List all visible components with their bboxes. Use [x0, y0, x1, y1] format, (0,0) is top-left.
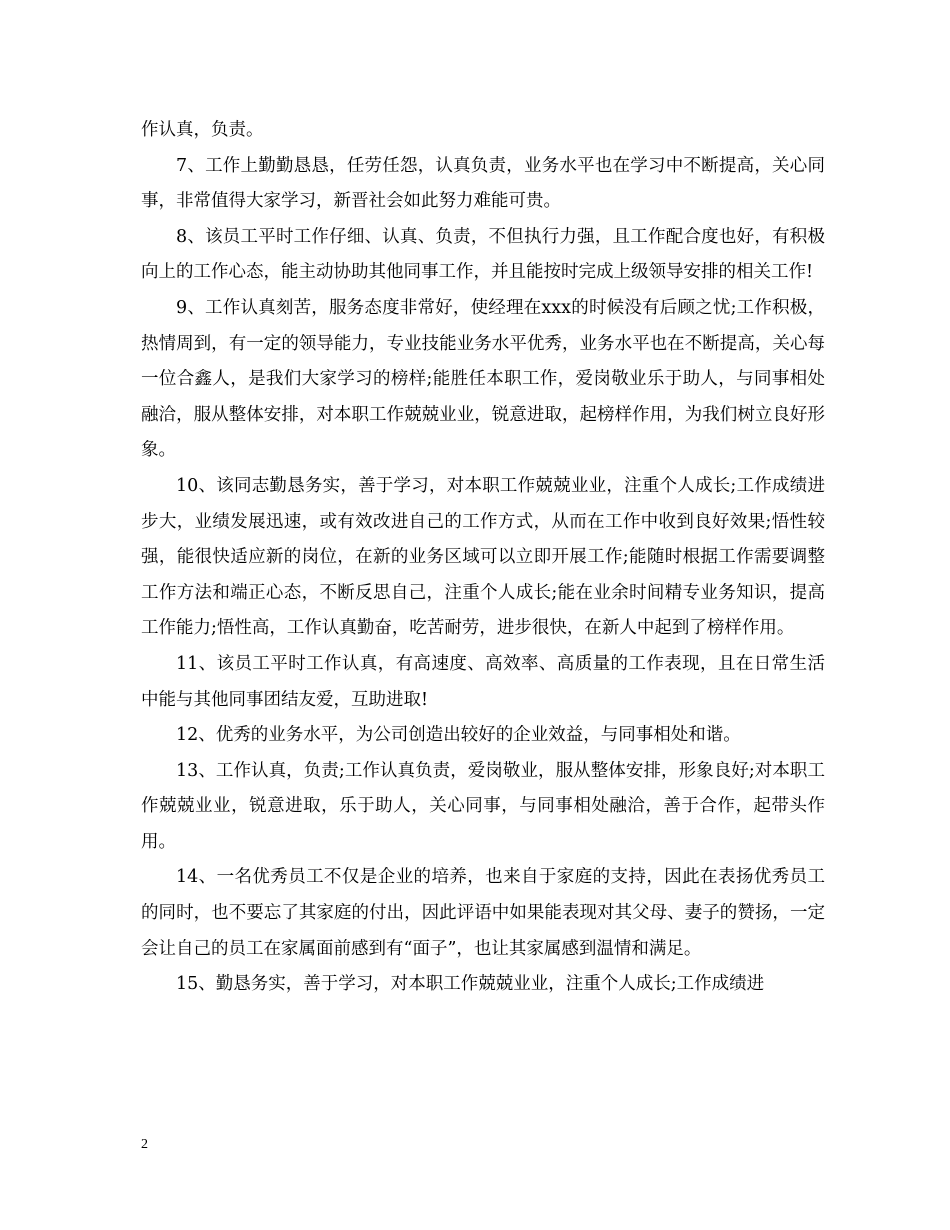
paragraph-item-7: 7、工作上勤勤恳恳，任劳任怨，认真负责，业务水平也在学习中不断提高，关心同事，非常值得大家学习，新晋社会如此努力难能可贵。: [141, 155, 825, 212]
paragraph-item-14: 14、一名优秀员工不仅是企业的培养，也来自于家庭的支持，因此在表扬优秀员工的同时，也不要忘了其家庭的付出，因此评语中如果能表现对其父母、妻子的赞扬，一定会让自己的员工在家属面前感到有“面子”，也让其家属感到温情和满足。: [141, 867, 825, 959]
paragraph-item-11: 11、该员工平时工作认真，有高速度、高效率、高质量的工作表现，且在日常生活中能与其他同事团结友爱，互助进取!: [141, 653, 825, 710]
paragraph-item-8: 8、该员工平时工作仔细、认真、负责，不但执行力强，且工作配合度也好，有积极向上的工作心态，能主动协助其他同事工作，并且能按时完成上级领导安排的相关工作!: [141, 226, 825, 283]
paragraph-item-15: 15、勤恳务实，善于学习，对本职工作兢兢业业，注重个人成长;工作成绩进: [176, 974, 765, 995]
paragraph-item-9: 9、工作认真刻苦，服务态度非常好，使经理在xxx的时候没有后顾之忧;工作积极，热情周到，有一定的领导能力，专业技能业务水平优秀，业务水平也在不断提高，关心每一位合鑫人，是我们大家学习的榜样;能胜任本职工作，爱岗敬业乐于助人，与同事相处融洽，服从整体安排，对本职工作兢兢业业，锐意进取，起榜样作用，为我们树立良好形象。: [141, 297, 825, 461]
paragraph-continuation: 作认真，负责。: [141, 120, 264, 140]
document-body: [141, 113, 825, 1003]
paragraph-item-12: 12、优秀的业务水平，为公司创造出较好的企业效益，与同事相处和谐。: [176, 725, 741, 746]
paragraph-item-13: 13、工作认真，负责;工作认真负责，爱岗敬业，服从整体安排，形象良好;对本职工作兢兢业业，锐意进取，乐于助人，关心同事，与同事相处融洽，善于合作，起带头作用。: [141, 760, 825, 852]
paragraph-item-10: 10、该同志勤恳务实，善于学习，对本职工作兢兢业业，注重个人成长;工作成绩进步大，业绩发展迅速，或有效改进自己的工作方式，从而在工作中收到良好效果;悟性较强，能很快适应新的岗位，在新的业务区域可以立即开展工作;能随时根据工作需要调整工作方法和端正心态，不断反思自己，注重个人成长;能在业余时间精专业务知识，提高工作能力;悟性高，工作认真勤奋，吃苦耐劳，进步很快，在新人中起到了榜样作用。: [141, 475, 825, 639]
page-number: 2: [141, 1137, 148, 1152]
